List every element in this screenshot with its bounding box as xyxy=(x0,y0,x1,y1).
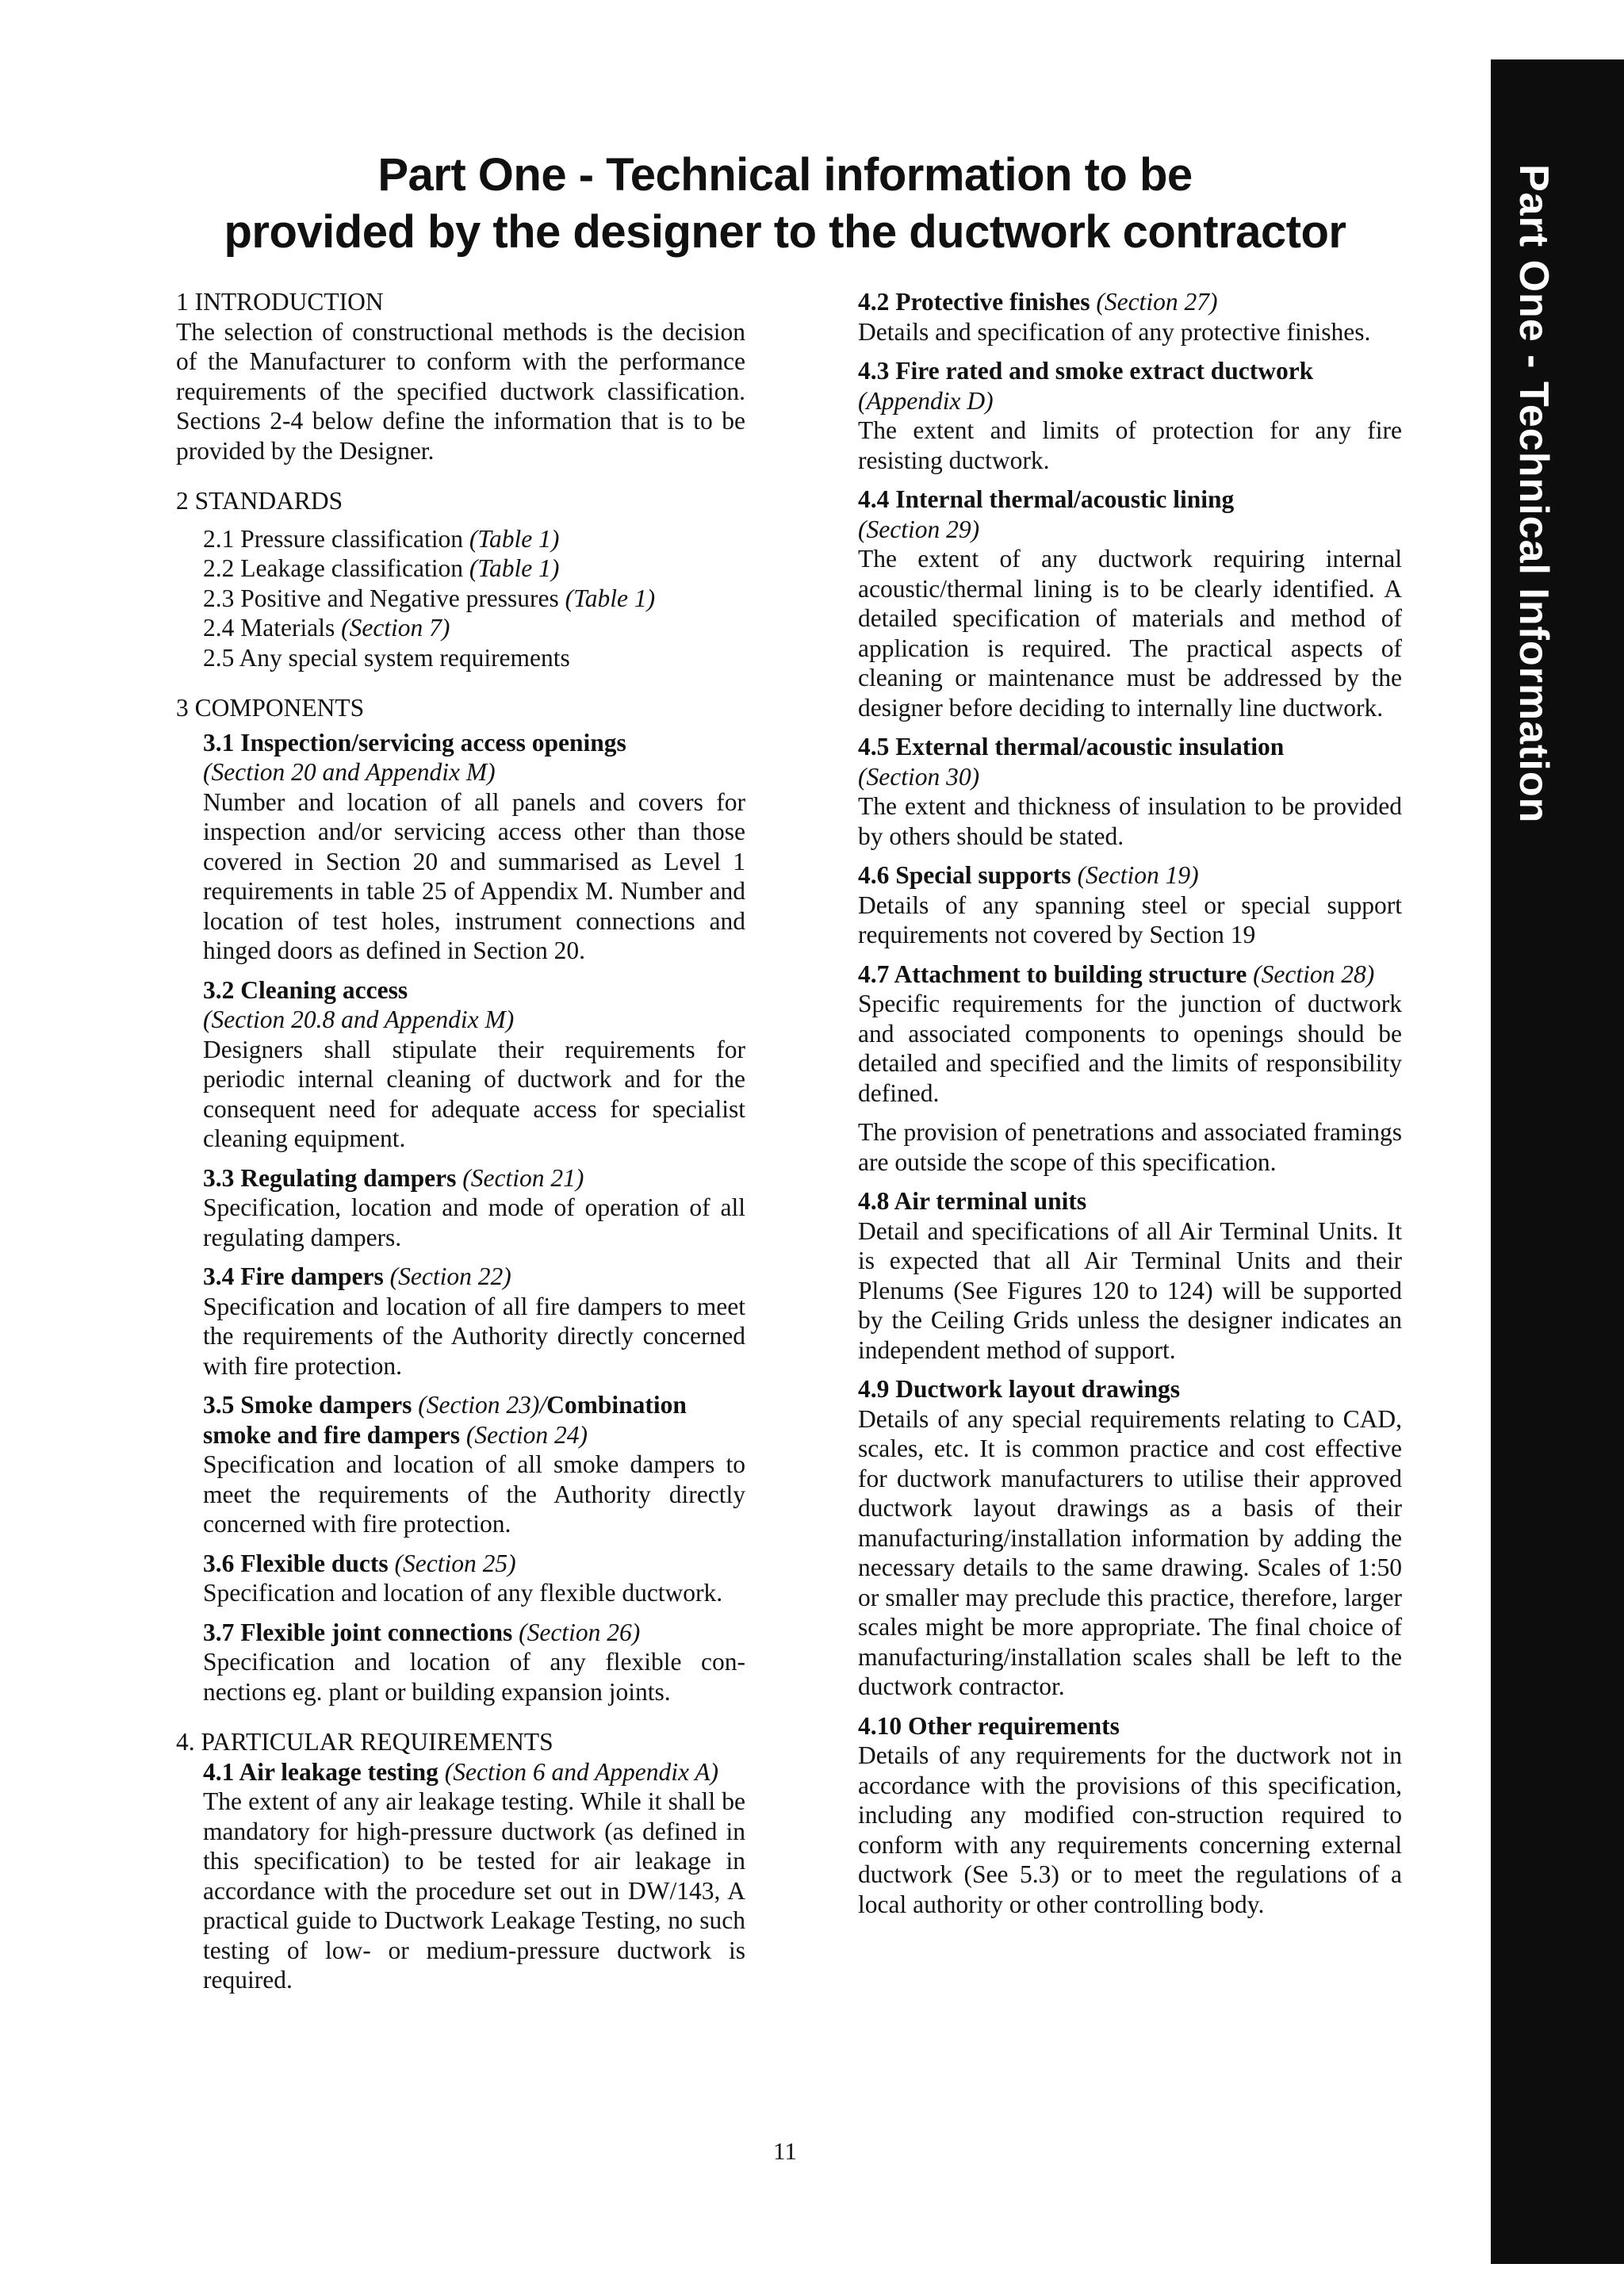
item-reference: (Table 1) xyxy=(565,584,656,612)
subsection-title: 4.8 Air terminal units xyxy=(858,1187,1087,1215)
subsection-title: 4.5 External thermal/acoustic insulation xyxy=(858,733,1285,760)
paragraph: Specification and location of all fire dampers to meet the requirements of the Authority directly concerned with fire protection. xyxy=(203,1292,745,1380)
subsection-title: 4.4 Internal thermal/acoustic lining xyxy=(858,485,1235,513)
subsection-4-4 xyxy=(858,485,1402,722)
subsection-reference: (Section 20.8 and Appendix M) xyxy=(203,1006,515,1033)
item-number: 2.2 xyxy=(203,554,235,582)
subsection-3-1 xyxy=(203,728,745,966)
paragraph: Details of any requirements for the ductwork not in accordance with the provisions of this specification, including any modified con-struction required to conform with any requirements concerning external ductwork (See 5.3) or to meet the regulations of a local authority or other controlling body. xyxy=(858,1741,1402,1918)
subsection-title: 4.10 Other requirements xyxy=(858,1711,1120,1740)
subsection-3-2 xyxy=(203,975,745,1154)
paragraph: Specification and location of any flexible con-nections eg. plant or building expansion joints. xyxy=(203,1648,745,1706)
section-heading: 2 STANDARDS xyxy=(176,487,343,515)
item-number: 2.3 xyxy=(203,584,235,612)
subsection-4-3 xyxy=(858,356,1402,475)
item-text: Pressure classification xyxy=(240,524,464,553)
subsection-title: 3.5 Smoke dampers xyxy=(203,1391,412,1419)
item-text: Any special system requirements xyxy=(239,643,570,672)
subsection-4-9 xyxy=(858,1374,1402,1702)
subsection-title: 4.7 Attachment to building structure xyxy=(858,960,1247,988)
subsection-3-3 xyxy=(203,1163,745,1253)
subsection-4-6 xyxy=(858,860,1402,950)
section-heading: 1 INTRODUCTION xyxy=(176,288,384,316)
subsection-reference: (Section 23)/ xyxy=(418,1391,547,1419)
subsection-title: 4.3 Fire rated and smoke extract ductwork xyxy=(858,357,1314,385)
section-introduction xyxy=(176,287,745,465)
subsection-title: 3.2 Cleaning access xyxy=(203,975,408,1004)
subsection-title: 3.6 Flexible ducts xyxy=(203,1549,389,1577)
list-item xyxy=(203,613,745,643)
paragraph: Specific requirements for the junction of ductwork and associated components to openings should be detailed and specified and the limits of responsibility defined. xyxy=(858,990,1402,1107)
list-item xyxy=(203,584,745,614)
subsection-reference: (Appendix D) xyxy=(858,386,994,415)
item-text: Leakage classification xyxy=(240,554,463,582)
paragraph: Specification and location of all smoke dampers to meet the requirements of the Authority directly concerned with fire protection. xyxy=(203,1450,745,1538)
list-item xyxy=(203,524,745,554)
list-item xyxy=(203,643,745,673)
subsection-4-5 xyxy=(858,732,1402,851)
subsection-reference: (Section 27) xyxy=(1096,288,1218,316)
section-heading: 3 COMPONENTS xyxy=(176,694,365,722)
page-number: 11 xyxy=(773,2137,797,2165)
subsection-title: 4.9 Ductwork layout drawings xyxy=(858,1375,1181,1403)
subsection-title: 4.6 Special supports xyxy=(858,861,1071,889)
side-tab xyxy=(1491,59,1624,2264)
subsection-title: 3.7 Flexible joint connections xyxy=(203,1618,513,1646)
subsection-reference: (Section 30) xyxy=(858,762,980,791)
subsection-reference: (Section 28) xyxy=(1253,960,1375,988)
subsection-3-4 xyxy=(203,1262,745,1381)
subsection-3-7 xyxy=(203,1618,745,1707)
paragraph: Number and location of all panels and covers for inspection and/or servicing access other than those covered in Section 20 and summarised as Level 1 requirements in table 25 of Appendix M. Number and location of test holes, instrument connections and hinged doors as defined in Section 20. xyxy=(203,787,745,964)
subsection-reference: (Section 22) xyxy=(389,1262,511,1290)
page-title xyxy=(119,147,1451,261)
subsection-reference: (Section 19) xyxy=(1077,861,1199,889)
right-column xyxy=(858,287,1402,1929)
paragraph: The extent of any ductwork requiring internal acoustic/thermal lining is to be clearly identified. A detailed specification of materials and method of application is required. The practical aspects of cleaning or maintenance must be addressed by the designer before deciding to internally line ductwork. xyxy=(858,545,1402,722)
item-number: 2.5 xyxy=(203,643,235,672)
section-heading: 4. PARTICULAR REQUIREMENTS xyxy=(176,1728,553,1756)
subsection-4-7 xyxy=(858,960,1402,1178)
paragraph: The provision of penetrations and associated framings are outside the scope of this specification. xyxy=(858,1118,1402,1176)
subsection-title: 3.1 Inspection/servicing access openings xyxy=(203,728,626,757)
subsection-3-6 xyxy=(203,1549,745,1608)
paragraph: Details and specification of any protective finishes. xyxy=(858,317,1371,346)
subsection-title-continued: Combination smoke and fire dampers xyxy=(203,1391,687,1449)
paragraph: The extent and thickness of insulation to be provided by others should be stated. xyxy=(858,792,1402,850)
paragraph: Specification, location and mode of operation of all regulating dampers. xyxy=(203,1193,745,1251)
paragraph: Details of any special requirements relating to CAD, scales, etc. It is common practice and cost effective for ductwork manufacturers to utilise their approved ductwork layout drawings as a basis of their manufacturing/installation information by adding the necessary details to the same drawing. Scales of 1:50 or smaller may preclude this practice, therefore, larger scales might be more appropriate. The final choice of manufacturing/installation scales shall be left to the ductwork contractor. xyxy=(858,1404,1402,1700)
item-reference: (Table 1) xyxy=(469,524,560,553)
subsection-4-1 xyxy=(203,1757,745,1995)
subsection-4-2 xyxy=(858,287,1402,347)
item-reference: (Section 7) xyxy=(341,614,450,642)
list-item xyxy=(203,554,745,584)
subsection-reference: (Section 29) xyxy=(858,515,980,543)
subsection-reference: (Section 6 and Appendix A) xyxy=(444,1757,719,1786)
paragraph: The extent and limits of protection for any fire resisting ductwork. xyxy=(858,416,1402,474)
paragraph: Specification and location of any flexible ductwork. xyxy=(203,1579,723,1607)
section-components xyxy=(176,693,745,1707)
paragraph: Details of any spanning steel or special support requirements not covered by Section 19 xyxy=(858,891,1402,948)
subsection-reference: (Section 20 and Appendix M) xyxy=(203,758,496,786)
subsection-4-10 xyxy=(858,1711,1402,1920)
subsection-reference: (Section 25) xyxy=(394,1549,516,1577)
particular-requirements-body xyxy=(176,1757,745,1995)
paragraph: The extent of any air leakage testing. While it shall be mandatory for high-pressure ductwork (as defined in this specification) to be tested for air leakage in accordance with the procedure set out in DW/143, A practical guide to Ductwork Leakage Testing, no such testing of low- or medium-pressure ductwork is required. xyxy=(203,1787,745,1994)
item-number: 2.4 xyxy=(203,614,235,642)
section-standards xyxy=(176,486,745,672)
subsection-reference: (Section 21) xyxy=(462,1163,584,1192)
side-tab-label: Part One - Technical Information xyxy=(1511,164,1557,824)
item-reference: (Table 1) xyxy=(469,554,560,582)
item-text: Positive and Negative pressures xyxy=(240,584,559,612)
subsection-reference: (Section 24) xyxy=(465,1420,588,1449)
paragraph: The selection of constructional methods is the decision of the Manufacturer to conform with the performance requirements of the specified ductwork classification. Sections 2-4 below define the information that is to be provided by the Designer. xyxy=(176,317,745,465)
subsection-4-8 xyxy=(858,1186,1402,1365)
subsection-title: 3.4 Fire dampers xyxy=(203,1262,384,1290)
paragraph: Detail and specifications of all Air Terminal Units. It is expected that all Air Terminal Units and their Plenums (See Figures 120 to 124) will be supported by the Ceiling Grids unless the designer indicates an independent method of support. xyxy=(858,1216,1402,1364)
subsection-title: 3.3 Regulating dampers xyxy=(203,1163,457,1192)
subsection-title: 4.1 Air leakage testing xyxy=(203,1757,439,1786)
standards-list xyxy=(176,524,745,673)
item-number: 2.1 xyxy=(203,524,235,553)
item-text: Materials xyxy=(240,614,335,642)
section-particular-requirements xyxy=(176,1727,745,1995)
components-body xyxy=(176,728,745,1707)
page-title-line-2: provided by the designer to the ductwork contractor xyxy=(224,206,1346,258)
subsection-3-5 xyxy=(203,1390,745,1539)
page-title-line-1: Part One - Technical information to be xyxy=(377,149,1193,201)
subsection-title: 4.2 Protective finishes xyxy=(858,288,1090,316)
left-column xyxy=(176,287,745,2005)
paragraph: Designers shall stipulate their requirements for periodic internal cleaning of ductwork and for the consequent need for adequate access for specialist cleaning equipment. xyxy=(203,1035,745,1152)
subsection-reference: (Section 26) xyxy=(519,1618,641,1646)
